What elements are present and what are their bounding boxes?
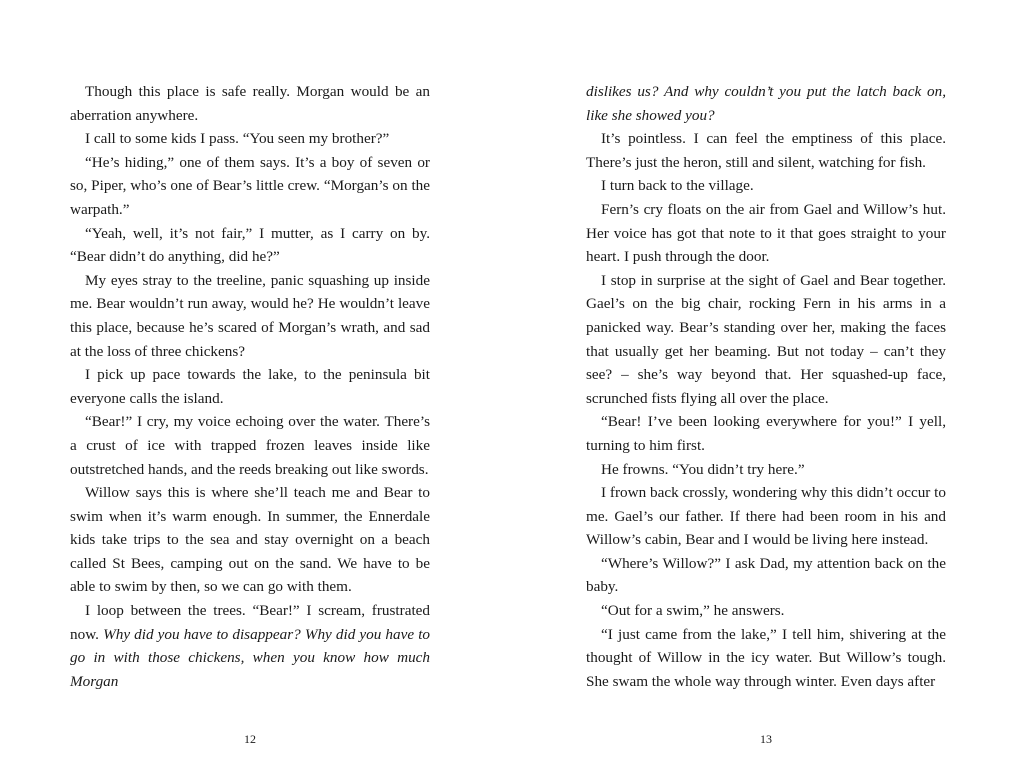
paragraph: Willow says this is where she’ll teach me and Bear to swim when it’s warm enough. In summer, the Ennerdale kids take trips to the sea and stay overnight on a beach called St Bees, camping out on the sand. We have to be able to swim by then, so we can go with them. — [70, 484, 430, 596]
paragraph: “I just came from the lake,” I tell him, shivering at the thought of Willow in the icy water. But Willow’s tough. She swam the whole way through winter. Even days after — [586, 625, 946, 690]
left-page — [70, 80, 430, 693]
paragraph: He frowns. “You didn’t try here.” — [601, 460, 805, 478]
paragraph: Fern’s cry floats on the air from Gael and Willow’s hut. Her voice has got that note to it that goes straight to your heart. I push through the door. — [586, 200, 946, 266]
paragraph: “He’s hiding,” one of them says. It’s a boy of seven or so, Piper, who’s one of Bear’s little crew. “Morgan’s on the warpath.” — [70, 153, 430, 218]
paragraph: I call to some kids I pass. “You seen my brother?” — [85, 130, 390, 148]
page-number-right: 13 — [760, 732, 772, 746]
paragraph-continued — [586, 80, 946, 127]
paragraph-italic-text: Why did you have to disappear? Why did you have to go in with those chickens, when you know how much Morgan — [70, 625, 431, 690]
paragraph: I frown back crossly, wondering why this didn’t occur to me. Gael’s our father. If there had been room in his and Willow’s cabin, Bear and I would be living here instead. — [586, 484, 946, 549]
paragraph: I turn back to the village. — [601, 177, 754, 195]
paragraph: “Yeah, well, it’s not fair,” I mutter, as I carry on by. “Bear didn’t do anything, did he?” — [70, 224, 430, 266]
paragraph-plain-text: I loop between the trees. “Bear!” I scream, frustrated now. — [70, 602, 430, 643]
paragraph: I pick up pace towards the lake, to the peninsula bit everyone calls the island. — [70, 366, 430, 407]
paragraph-mixed — [70, 599, 430, 693]
paragraph: I stop in surprise at the sight of Gael and Bear together. Gael’s on the big chair, rocking Fern in his arms in a panicked way. Bear’s standing over her, making the faces that usually get her beaming. But not today – can’t they see? – she’s way beyond that. Her squashed-up face, scrunched fists flying all over the place. — [586, 271, 946, 407]
paragraph: “Out for a swim,” he answers. — [601, 602, 785, 620]
paragraph: “Where’s Willow?” I ask Dad, my attention back on the baby. — [586, 554, 946, 596]
right-page — [586, 80, 946, 693]
paragraph: “Bear! I’ve been looking everywhere for you!” I yell, turning to him first. — [586, 413, 946, 454]
paragraph-italic-text: dislikes us? And why couldn’t you put the latch back on, like she showed you? — [586, 83, 946, 124]
paragraph: Though this place is safe really. Morgan would be an aberration anywhere. — [70, 83, 430, 124]
paragraph: “Bear!” I cry, my voice echoing over the water. There’s a crust of ice with trapped frozen leaves inside like outstretched hands, and the reeds breaking out like swords. — [70, 413, 430, 478]
page-number-left: 12 — [244, 732, 256, 746]
paragraph: It’s pointless. I can feel the emptiness of this place. There’s just the heron, still and silent, watching for fish. — [586, 130, 946, 171]
paragraph: My eyes stray to the treeline, panic squashing up inside me. Bear wouldn’t run away, would he? He wouldn’t leave this place, because he’s scared of Morgan’s wrath, and sad at the loss of three chickens? — [70, 271, 430, 360]
